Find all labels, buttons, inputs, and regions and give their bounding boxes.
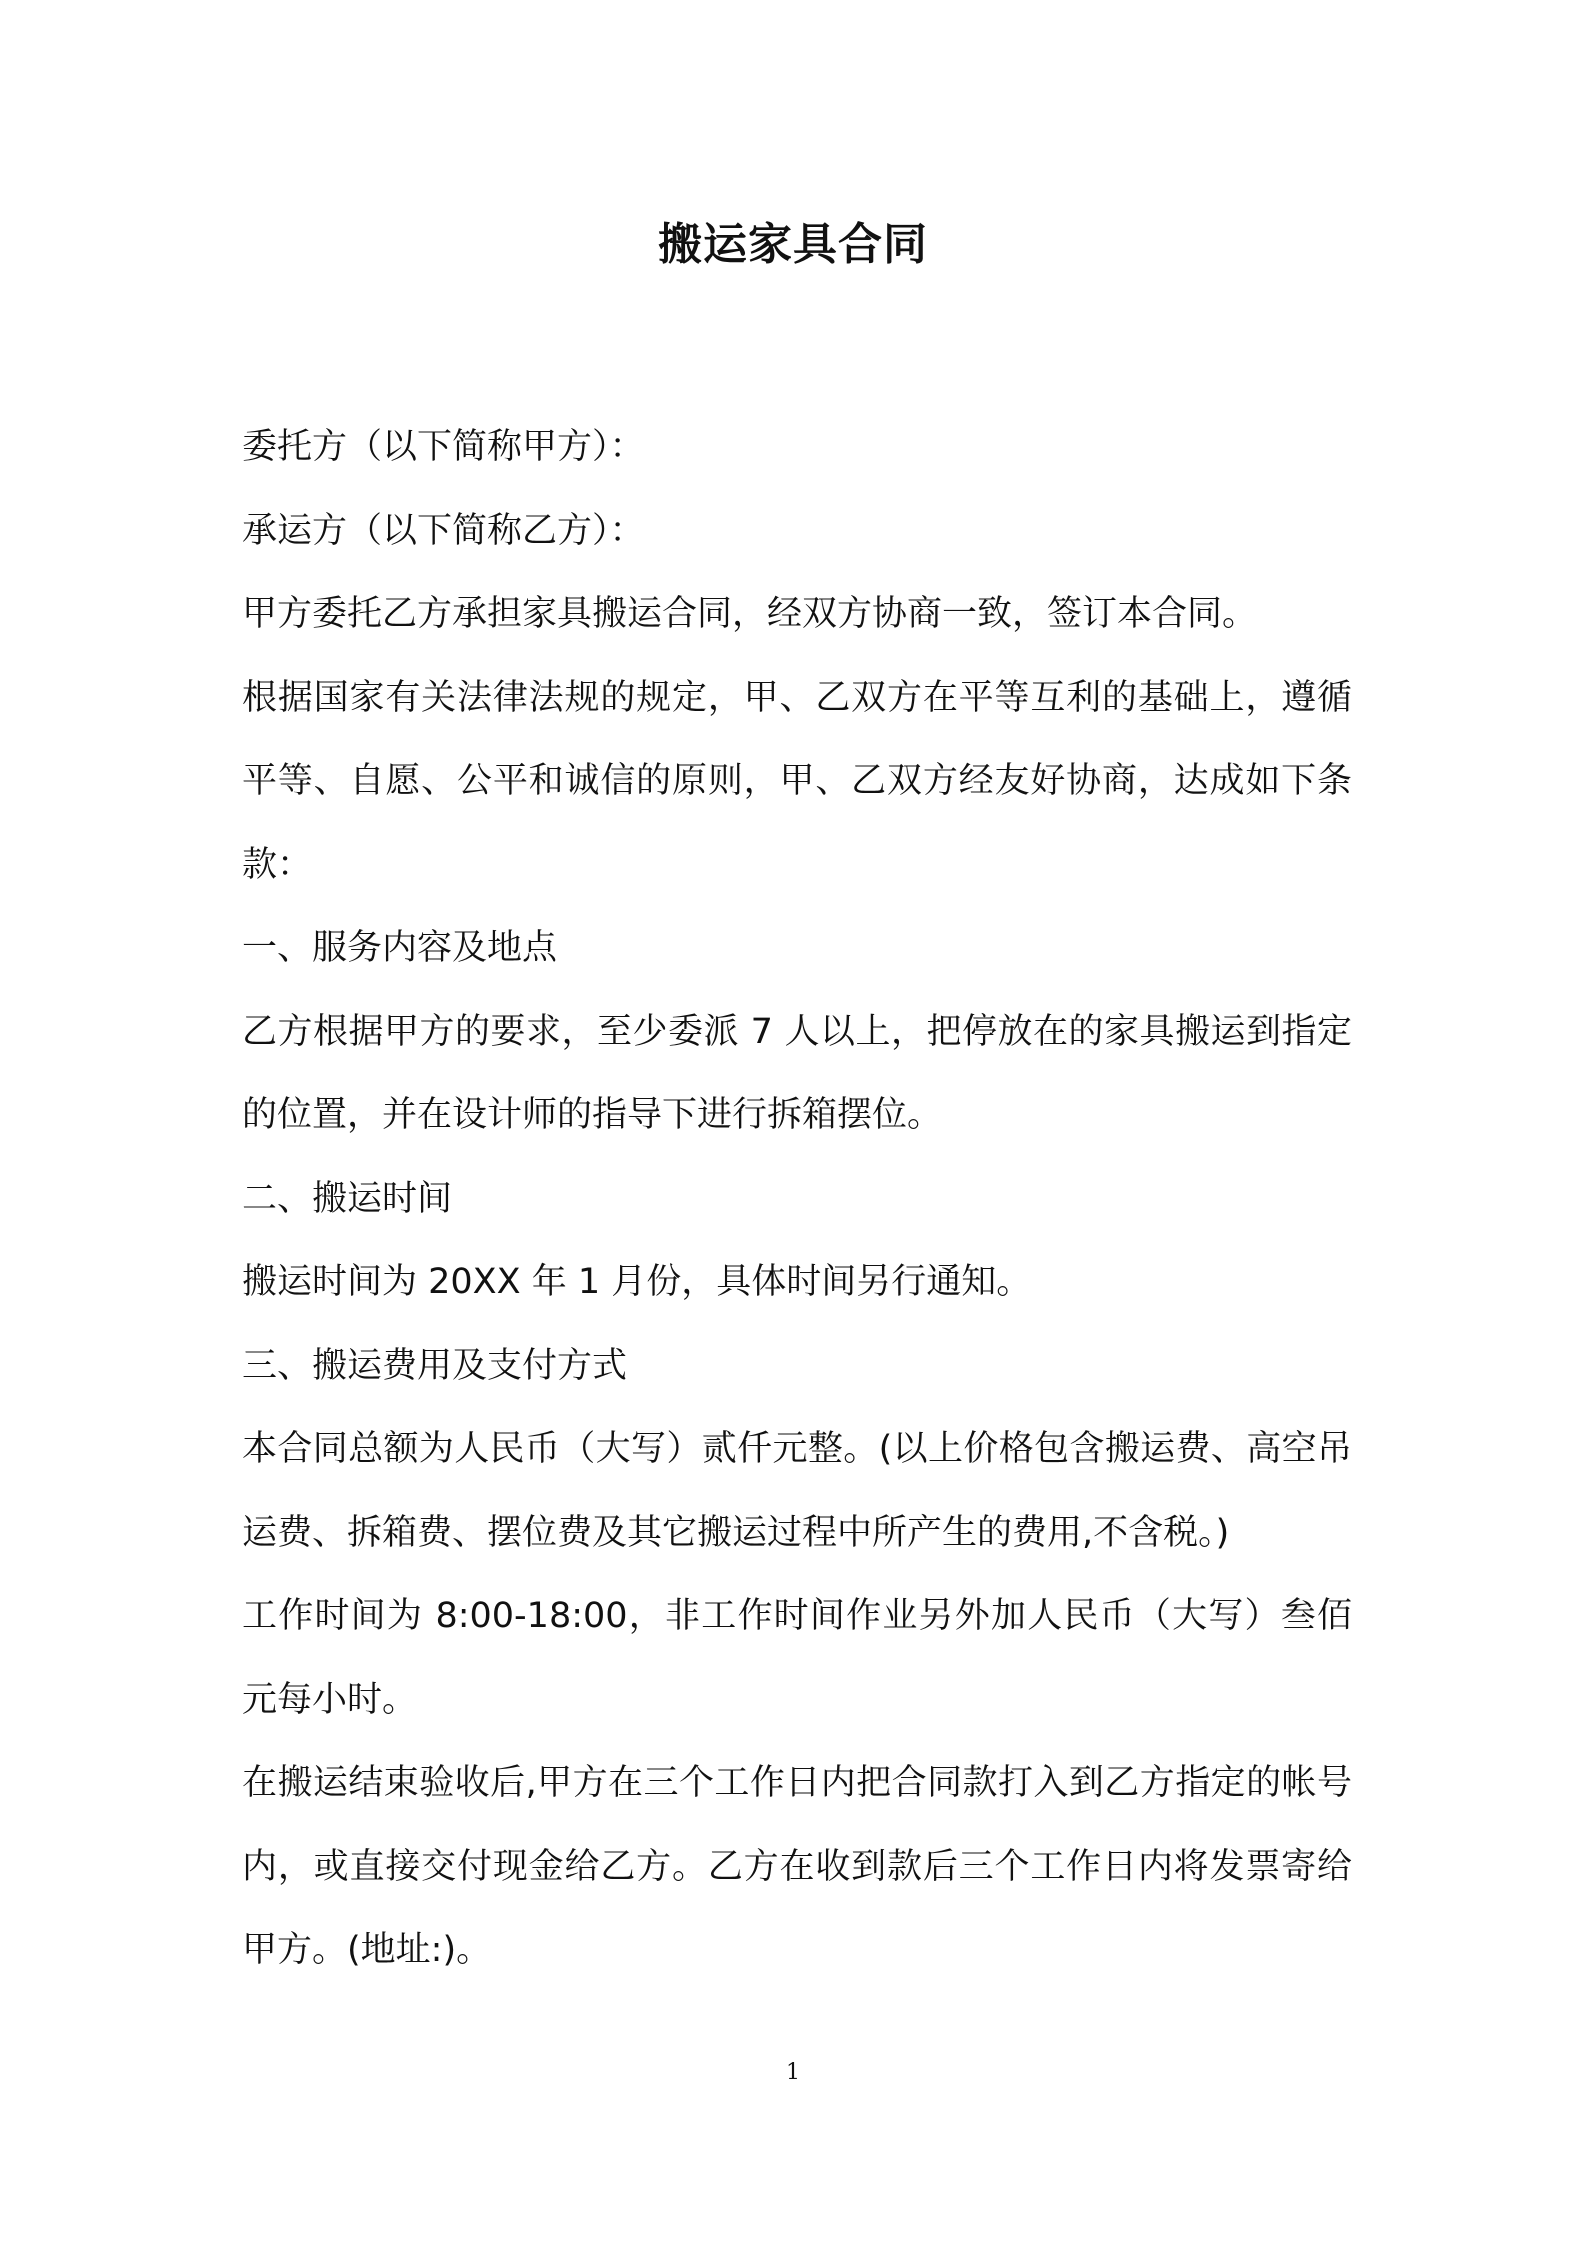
party-a-line: 委托方（以下简称甲方）： — [242, 427, 645, 467]
page-number: 1 — [786, 2060, 800, 2085]
service-paragraph: 乙方根据甲方的要求，至少委派 7 人以上，把停放在的家具搬运到指定的位置，并在设计师的指导下进行拆箱摆位。 — [242, 1011, 1352, 1135]
section-heading-time: 二、搬运时间 — [242, 1178, 453, 1219]
document-title: 搬运家具合同 — [658, 219, 928, 270]
payment-terms-paragraph: 在搬运结束验收后,甲方在三个工作日内把合同款打入到乙方指定的帐号内，或直接交付现金给乙方。乙方在收到款后三个工作日内将发票寄给甲方。(地址:)。 — [242, 1763, 1352, 1970]
amount-paragraph: 本合同总额为人民币（大写）贰仟元整。(以上价格包含搬运费、高空吊运费、拆箱费、摆位费及其它搬运过程中所产生的费用,不含税。) — [242, 1429, 1352, 1553]
working-hours-paragraph: 工作时间为 8:00-18:00，非工作时间作业另外加人民币（大写）叁佰元每小时。 — [242, 1596, 1352, 1720]
time-paragraph: 搬运时间为 20XX 年 1 月份，具体时间另行通知。 — [242, 1262, 1032, 1302]
document-body — [242, 406, 1352, 1993]
legal-basis-paragraph: 根据国家有关法律法规的规定，甲、乙双方在平等互利的基础上，遵循平等、自愿、公平和诚信的原则，甲、乙双方经友好协商，达成如下条款： — [242, 677, 1352, 885]
section-heading-payment: 三、搬运费用及支付方式 — [242, 1345, 628, 1386]
section-heading-service: 一、服务内容及地点 — [242, 928, 558, 968]
party-b-line: 承运方（以下简称乙方）： — [242, 510, 645, 551]
intro-paragraph: 甲方委托乙方承担家具搬运合同，经双方协商一致，签订本合同。 — [242, 594, 1258, 634]
